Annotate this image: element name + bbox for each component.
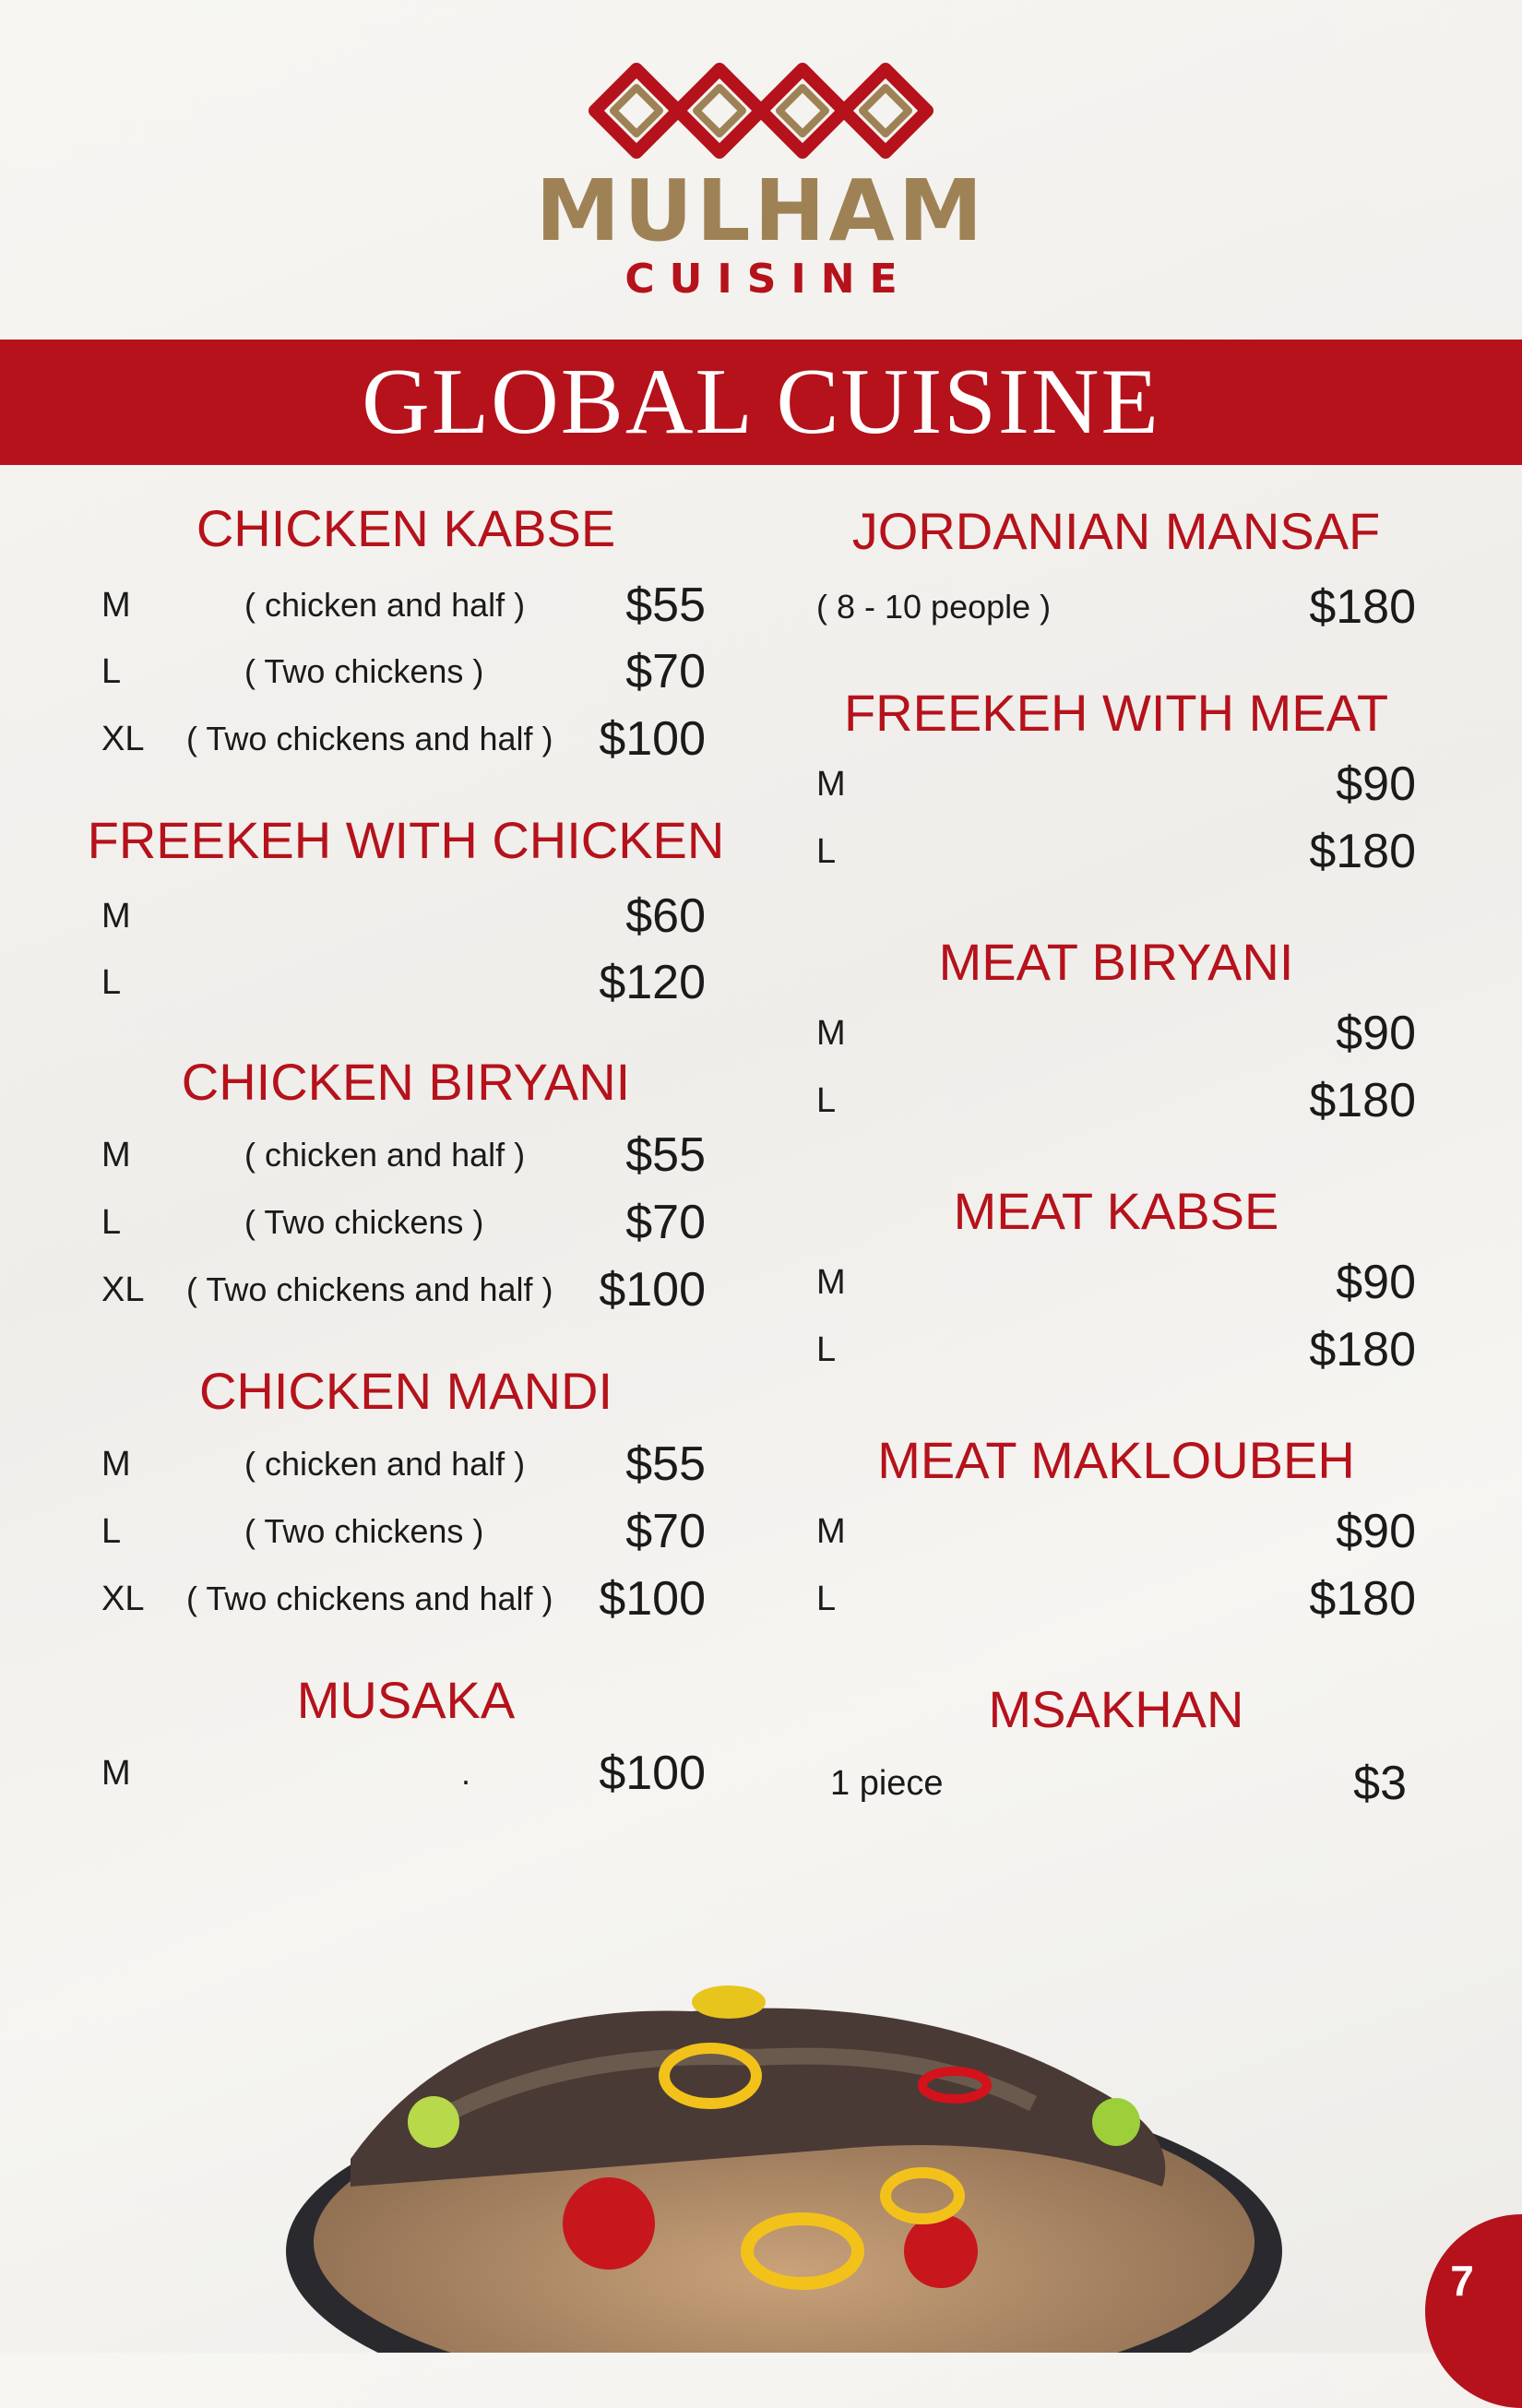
item-size: M (101, 586, 131, 625)
menu-item-row (101, 644, 706, 699)
roasted-meat-dish-image (277, 1947, 1291, 2353)
item-price: $3 (1353, 1757, 1407, 1810)
item-size: XL (101, 1580, 145, 1618)
item-description: ( chicken and half ) (244, 586, 526, 624)
section-title-chicken-kabse: CHICKEN KABSE (196, 499, 616, 557)
item-size: L (816, 1580, 837, 1618)
brand-name: MULHAM (535, 161, 987, 260)
section-title-freekeh-with-meat: FREEKEH WITH MEAT (843, 684, 1389, 742)
item-description: ( Two chickens ) (244, 1512, 484, 1550)
item-description: . (461, 1754, 471, 1792)
menu-item-row (816, 1756, 1416, 1811)
item-size: L (101, 963, 122, 1002)
menu-item-row (816, 1006, 1416, 1061)
menu-item-row (101, 578, 706, 633)
menu-item-row (816, 824, 1416, 879)
menu-item-row (816, 1322, 1416, 1377)
menu-item-row (816, 1504, 1416, 1559)
item-price: $90 (1336, 1007, 1416, 1060)
category-banner: GLOBAL CUISINE (0, 340, 1522, 465)
section-title-meat-kabse: MEAT KABSE (953, 1182, 1279, 1240)
item-price: $90 (1336, 1505, 1416, 1558)
item-price: $100 (599, 1572, 706, 1626)
menu-item-row (101, 888, 706, 944)
item-description: ( Two chickens and half ) (186, 720, 553, 757)
menu-item-row (101, 1504, 706, 1559)
item-description: ( Two chickens and half ) (186, 1270, 553, 1308)
menu-item-row (101, 1571, 706, 1627)
menu-item-row (101, 1127, 706, 1183)
item-price: $55 (625, 1437, 706, 1491)
menu-item-row (101, 1195, 706, 1250)
item-price: $55 (625, 1128, 706, 1182)
item-price: $60 (625, 889, 706, 943)
item-description: ( chicken and half ) (244, 1445, 526, 1483)
section-title-jordanian-mansaf: JORDANIAN MANSAF (851, 502, 1381, 560)
page-number-badge (1425, 2214, 1522, 2408)
menu-item-row (101, 711, 706, 767)
item-price: $180 (1309, 1572, 1416, 1626)
item-size: XL (101, 1270, 145, 1309)
item-price: $70 (625, 1505, 706, 1558)
item-size: L (816, 1081, 837, 1120)
item-size: M (816, 1263, 846, 1302)
item-size: XL (101, 720, 145, 758)
item-price: $180 (1309, 825, 1416, 878)
menu-item-row (101, 955, 706, 1010)
brand-logo (535, 60, 987, 318)
page-number: 7 (1450, 2257, 1474, 2305)
item-description: ( Two chickens and half ) (186, 1580, 553, 1617)
item-size: L (816, 832, 837, 871)
section-title-chicken-mandi: CHICKEN MANDI (198, 1362, 613, 1420)
section-title-musaka: MUSAKA (296, 1671, 516, 1729)
menu-item-row (816, 1571, 1416, 1627)
item-price: $100 (599, 712, 706, 766)
section-title-msakhan: MSAKHAN (988, 1680, 1244, 1738)
menu-item-row (101, 1262, 706, 1317)
item-size: M (816, 1512, 846, 1551)
item-price: $180 (1309, 1323, 1416, 1377)
item-description: ( 8 - 10 people ) (816, 588, 1052, 626)
item-size: M (101, 1754, 131, 1793)
item-price: $70 (625, 645, 706, 698)
menu-item-row (816, 1073, 1416, 1128)
section-title-freekeh-with-chicken: FREEKEH WITH CHICKEN (87, 811, 725, 869)
item-price: $90 (1336, 1256, 1416, 1309)
item-price: $180 (1309, 1074, 1416, 1127)
menu-item-row (816, 579, 1416, 635)
knot-emblem-icon (586, 60, 936, 161)
item-price: $180 (1309, 580, 1416, 634)
item-size: M (816, 765, 846, 804)
item-price: $120 (599, 956, 706, 1009)
menu-item-row (101, 1746, 706, 1801)
item-description: ( Two chickens ) (244, 1203, 484, 1241)
section-title-meat-biryani: MEAT BIRYANI (938, 933, 1294, 991)
item-price: $90 (1336, 757, 1416, 811)
item-price: $70 (625, 1196, 706, 1249)
item-size: M (101, 1136, 131, 1174)
item-description: ( Two chickens ) (244, 652, 484, 690)
item-size: L (101, 1512, 122, 1551)
item-size: M (101, 897, 131, 936)
item-size: L (816, 1330, 837, 1369)
brand-subtitle: CUISINE (624, 256, 912, 303)
item-size: L (101, 1203, 122, 1242)
menu-item-row (816, 757, 1416, 812)
item-size: M (101, 1445, 131, 1484)
section-title-meat-makloubeh: MEAT MAKLOUBEH (877, 1431, 1355, 1489)
item-size: M (816, 1014, 846, 1053)
section-title-chicken-biryani: CHICKEN BIRYANI (181, 1053, 631, 1111)
item-size: L (101, 652, 122, 691)
item-price: $55 (625, 578, 706, 632)
item-description: 1 piece (830, 1764, 944, 1803)
item-price: $100 (599, 1263, 706, 1317)
menu-item-row (816, 1255, 1416, 1310)
item-description: ( chicken and half ) (244, 1136, 526, 1174)
item-price: $100 (599, 1746, 706, 1800)
menu-item-row (101, 1436, 706, 1492)
